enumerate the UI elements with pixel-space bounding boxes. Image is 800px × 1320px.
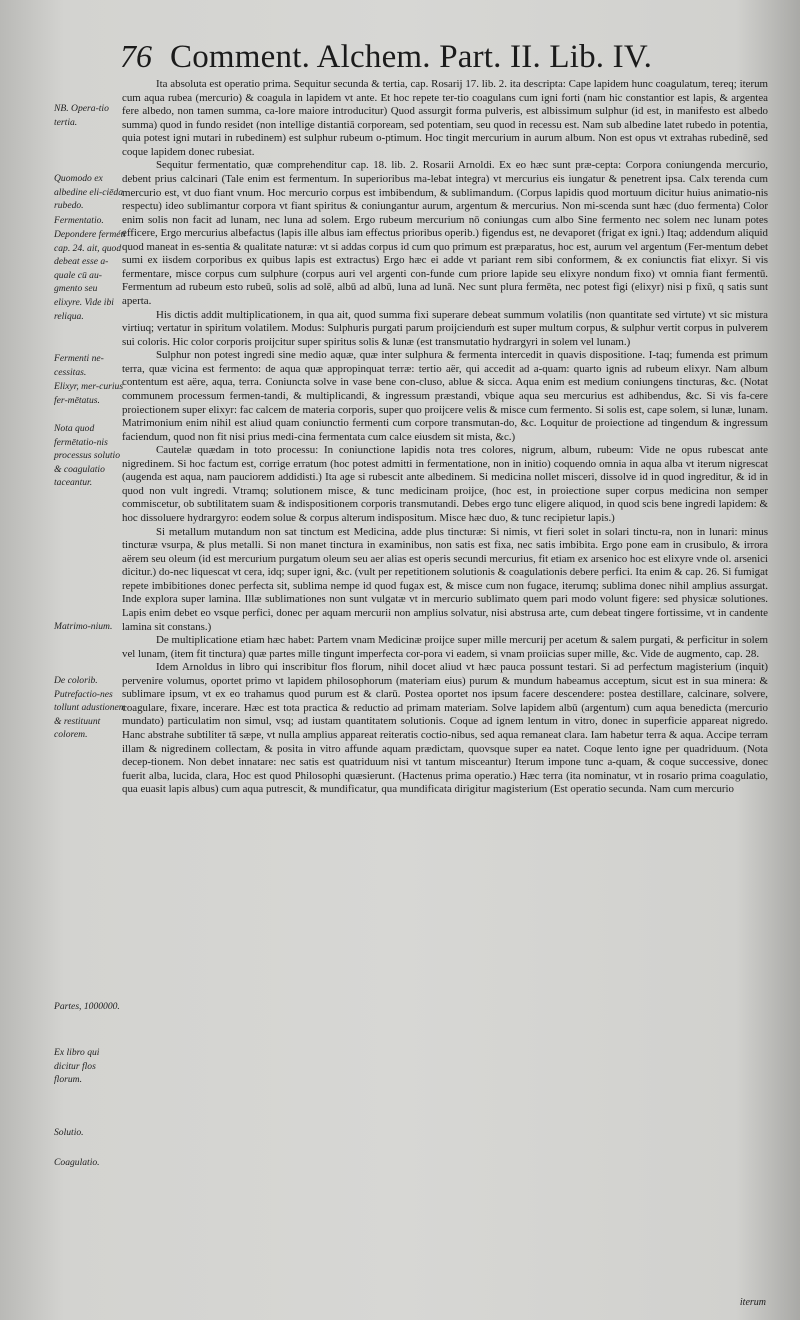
- paragraph: De multiplicatione etiam hæc habet: Partem vnam Medicinæ proijce super mille mercurij per acetum & salem purgati, & perficitur in solem vel lunam, (item fit tinctura) quæ partes mille tingunt imperfecta cor-pora vi eadem, si vnam proiicias super mille, &c. Vide de augmento, cap. 28.: [122, 634, 768, 660]
- paragraph: Idem Arnoldus in libro qui inscribitur flos florum, nihil docet aliud vt hæc pauca possunt testari. Si ad perfectum magisterium (inquit) pervenire volumus, oportet primo vt lapidem philosophorum (materiam eius) purum & mundum habeamus acceptum, sicut est in sua minera: & sublimare ipsum, vt ex eo trahamus quod purum est & clarū. Postea oportet nos ipsum facere descendere: postea destillare, calcinare, solvere, coagulare, fixare, incerare. Hæc est tota practica & reductio ad primam materiam. Solve lapidem albū (argentum) cum aqua benedicta (mercurio mundato) particulatim non simul, vsq; ad iustam quantitatem solutionis. Coque ad ignem lentum in vitro, donec in superficie appareat nigredo. Hanc abstrahe subtiliter tā sæpe, vt nulla amplius appareat reiteratis coctio-nibus, sed aqua remaneat clara. Iam habetur terra & aqua. Accipe terram illam & nigredinem collectam, & posita in vitro affunde aquam prædictam, quovsque super ea natet. Coque lento igne per quadriduum. (Nota decep-tionem. Non debet innatare: nec satis est quatriduum nisi vt tantum misceantur) Iterum impone tunc a-quam, & coque successive, donec fuerit alba, lucida, clara, Hoc est quod Philosophi quæsierunt. (Hactenus prima operatio.) Hæc terra (ita nominatur, vt in rosario prima coagulatio, qua euasit lapis albus) cum aqua putrescit, & mundificatur, qua mundificata dirigitur magisterium (Est operatio secunda. Nam cum mercurio: [122, 661, 768, 796]
- margin-note: Nota quod fermētatio-nis processus solutio & coagulatio taceantur.: [54, 423, 121, 489]
- margin-note: Ex libro qui dicitur flos florum.: [54, 1047, 100, 1086]
- paragraph: Cautelæ quædam in toto processu: In coniunctione lapidis nota tres colores, nigrum, album, rubeum: Vide ne opus rubescat ante nigredinem. Si hoc factum est, corrige erratum (hoc potest admitti in fermentatione, non in initio) coquendo omnia in aqua alba vt iterum nigrescat (augenda est aqua, nam pauciorem addidisti.) Ita age si rubescit ante albedinem. Si medicina nollet misceri, dissolve id in quod ingreditur, & id in quod non vult ingredi. Vtramq; solutionem misce, & tunc medicinam proijce, (hoc est, in proiectione super corpus medicina non semper commiscetur, ob subtilitatem suam & indispositionem corporis transmutandi. Debes ergo tunc eligere aliquod, in quod scis bene ingredi lapidem: & hoc dissoluere hydrargyro: eodem solue & corpus alterum indispositum. Misce hæc duo, & tunc recipietur lapis.): [122, 444, 768, 524]
- margin-note: Matrimo-nium.: [54, 621, 113, 632]
- paragraph: Sulphur non potest ingredi sine medio aquæ, quæ inter sulphura & fermenta intercedit in quavis dispositione. I-taq; fumenda est primum terra, quæ vicina est fermento: de aqua quæ appropinquat terræ: tertio aër, qui accedit ad a-quam: quarto ignis ad rubeum elixyr. Nam album contentum est aëre, aqua, terra. Coniuncta solve in vase bene con-cluso, ablue & sicca. Aqua enim est medium coniungens tincturas, &c. (Notat communem processum fermen-tandi, & multiplicandi, & ingressum præstandi, vbique aqua seu mercurius est adhibendus, &c. Si vis fa-cere proiectionem super elixyr: fac calcem de materia corporis, super quo proijcere velis & misce cum fermento. Si solis est, cape solem, si lunæ, lunam. Matrimonium enim nihil est aliud quam coniunctio fermenti cum corpore transmutan-do, &c. Loquitur de proiectione ad tingendum & ingressum faciendum, quod non fit nisi prius medi-cina fermentata cum calce eiusdem sit mista, &c.): [122, 349, 768, 443]
- paragraph: Ita absoluta est operatio prima. Sequitur secunda & tertia, cap. Rosarij 17. lib. 2. ita descripta: Cape lapidem hunc coagulatum, tereq; iterum cum aqua rubea (mercurio) & coagula in lapidem vt ante. Et hoc repete ter-tio coagulans cum igni forti (nam hic constantior est lapis, & argentea fere albedo, non tamen summa, ca-lore maiore introducitur) Quod assurgit forma pulveris, est albissimum sulphur (id est, in manifesto est albedo summa) quod in fundo residet (non intellige distantiā corpoream, sed potentiam, seu quod in recessu est. Nam sub albedine latet rubedo in potentia, quia potest igni mutari in rubedinem) est sulphur rubeum o-ptimum. Hoc tingit mercurium in aurum album. Non est opus vt extrahas rubedinē, sed coque lapidem donec rubesiat.: [122, 78, 768, 158]
- paragraph: His dictis addit multiplicationem, in qua ait, quod summa fixi superare debeat summum volatilis (non quantitate sed virtute) vt sic mistura virtiuq; vertatur in spiritum volatilem. Modus: Sulphuris purgati parum proijcienduṁ est super multum corpus, & sulphur vertit corpus in pulverem sui coloris. Hic color corporis proijcitur super spiritus solis & lunæ (est transmutatio hydrargyri in solem vel lunam.): [122, 308, 768, 348]
- paragraph: Sequitur fermentatio, quæ comprehenditur cap. 18. lib. 2. Rosarii Arnoldi. Ex eo hæc sunt præ-cepta: Corpora coniungenda mercurio, debent prius calcinari (Tale enim est fermentum. In superioribus ma-lebat integra) vt mercurius eis iungatur & penetrent ipsa. Calx terenda cum mercurio est, vt duo fiant vnum. Hoc mercurio corpus est imbibendum, & sublimandum. (Corpus lapidis quod mortuum dicitur huius animatio-nis respectu) ideo sublimantur corpora vt fiant spiritus & coniungantur aurum, argentum & mercurius. Non mi-scenda sunt hæc (duo fermenta) Color enim solis non facit ad lunam, nec luna ad solem. Ergo rubeum mercurium nō coniungas cum albo Sine fermento nec solem nec lunam potes efficere, Ergo mercurius albefactus (lapis ille albus iam effectus prioribus operib.) figendus est, ne devaporet (frigat ex igni.) Itaq; addendum aliquid quod maneat in es-sentia & qualitate naturæ: vt si addas corpus id cum quo primum est præparatus, hoc est, aurum vel argentum (Fer-mentum debet sumi ex iisdem corporibus ex quibus lapis est extractus) Ergo hæc ei adde vt pariant rem sibi conformem, & ex coniunctis fiat elixyr. Si vis fermentare, misce corpus cum sulphure (corpus auri vel argenti con-funde cum priore lapide seu elixyre nondum fixo) vt omnia fiant fermentū. Fermentum ad rubeum esto rubeū, solis ad solē, albū ad albū, luna ad lunā. Nec sunt plura fermēta, nec potest figi (elixyr) nisi p fixū, q satis sunt aperta.: [122, 159, 768, 307]
- margin-note: Depondere ferméti cap. 24. ait, quod debeat esse a-quale cū au-gmento seu elixyre. Vide ibi reliqua.: [54, 229, 126, 322]
- running-title: Comment. Alchem. Part. II. Lib. IV.: [170, 39, 653, 75]
- page-number: 76: [120, 38, 152, 74]
- body-text: [122, 78, 768, 797]
- catchword: iterum: [739, 1297, 766, 1308]
- margin-note: Elixyr, mer-curius fer-mētatus.: [54, 381, 124, 406]
- margin-note: Fermentatio.: [54, 215, 104, 226]
- margin-note: Fermenti ne-cessitas.: [54, 353, 104, 378]
- margin-note: Quomodo ex albedine eli-ciēda rubedo.: [54, 173, 123, 212]
- margin-note: Partes, 1000000.: [54, 1001, 120, 1012]
- margin-note: De colorib. Putrefactio-nes tollunt adustionem & restituunt colorem.: [54, 675, 126, 741]
- margin-note: Solutio.: [54, 1127, 84, 1138]
- running-header: [120, 38, 790, 78]
- paragraph: Si metallum mutandum non sat tinctum est Medicina, adde plus tincturæ: Si nimis, vt fieri solet in solari tinctu-ra, non in lunari: minus tincturæ vsurpa, & plus metalli. Si non manet tinctura in examinibus, non satis est fixa, nec satis imbibita. Ergo pone eam in crusibulo, & irrora aërem seu oleum (id est mercurium purgatum oleum seu aer alias est operis secundi mercurius, fit etiam ex arsenico hoc est elixyre vnde ol. arsenici dicitur.) do-nec liquescat vt cera, idq; super igni, &c. (vult per repetitionem solutionis & coagulationis debere perfici. Ita enim & cap. 26. Si fumigat repete imbibitiones donec perfecta sit, sublima nempe id quod fugax est, & misce cum non fugace, iterumq; sublima donec nihil amplius assurgat. Inde explora super lamina. Illæ sublimationes non sunt vulgatæ vt in mercurio sublimato quem pari modo volunt figere: sed physicæ solutiones. Lapis enim debet eo vsque perfici, donec per aquam mercurii non amplius solvatur, nisi abstrusa arte, cum debeat tingere fortissime, vt in candente lamina sit constans.): [122, 525, 768, 633]
- margin-note: NB. Opera-tio tertia.: [54, 103, 109, 128]
- margin-note: Coagulatio.: [54, 1157, 100, 1168]
